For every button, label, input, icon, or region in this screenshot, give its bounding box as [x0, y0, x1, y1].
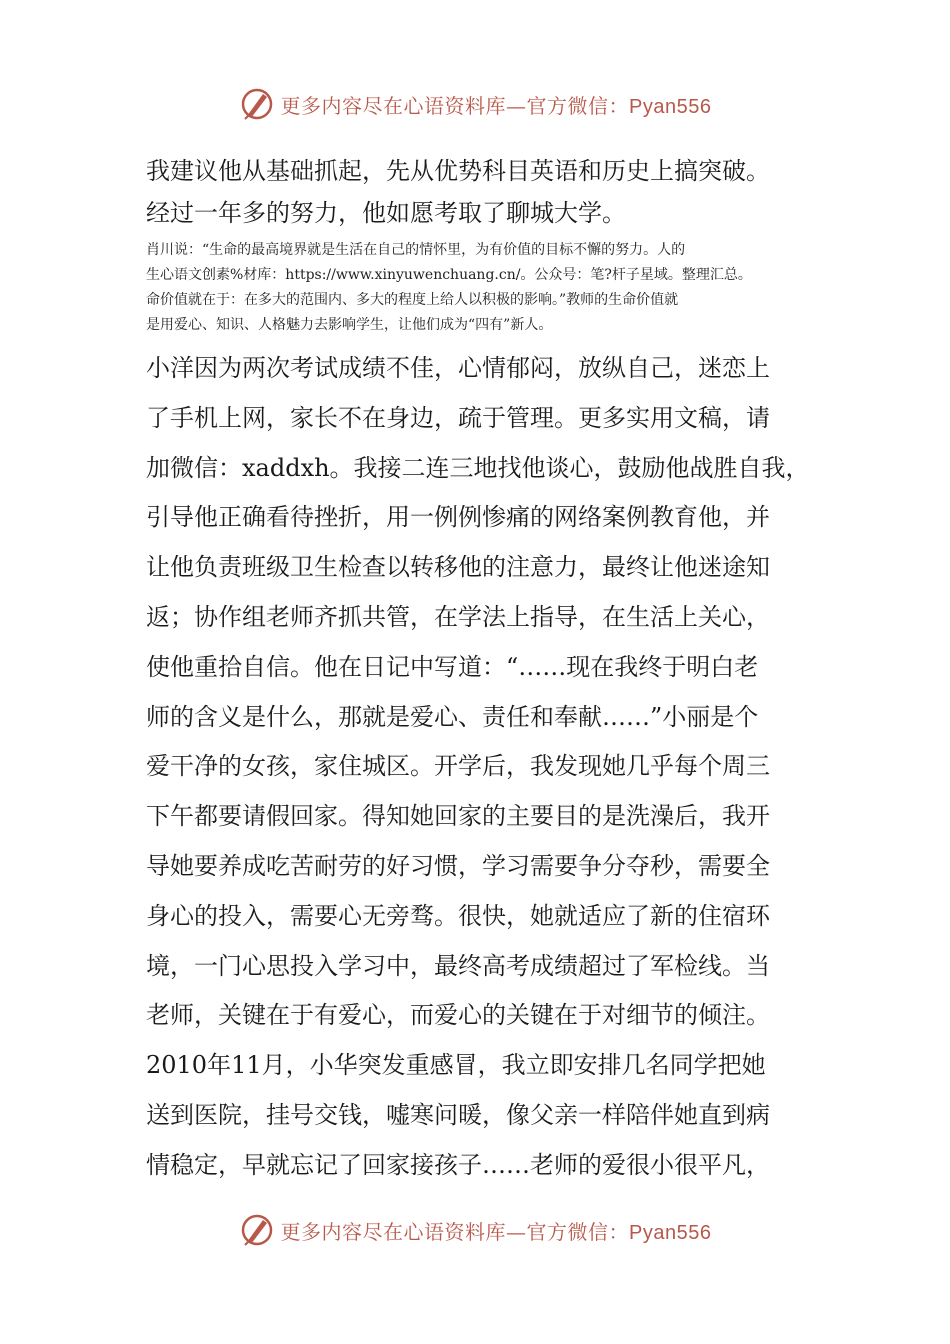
banner-label: 更多内容尽在心语资料库—官方微信： [280, 1219, 630, 1244]
main-line: 情稳定，早就忘记了回家接孩子……老师的爱很小很平凡， [146, 1150, 770, 1179]
pen-logo-icon [239, 1212, 275, 1248]
main-line: 返；协作组老师齐抓共管，在学法上指导，在生活上关心， [146, 602, 770, 631]
pen-logo-icon [239, 86, 275, 122]
main-line: 使他重拾自信。他在日记中写道：“……现在我终于明白老 [146, 652, 759, 681]
main-line: 让他负责班级卫生检查以转移他的注意力，最终让他迷途知 [146, 553, 770, 582]
intro-line: 经过一年多的努力，他如愿考取了聊城大学。 [146, 199, 626, 227]
main-line: 送到医院，挂号交钱，嘘寒问暖，像父亲一样陪伴她直到病 [146, 1100, 770, 1129]
main-line: 导她要养成吃苦耐劳的好习惯，学习需要争分夺秒，需要全 [146, 851, 770, 880]
main-line: 身心的投入，需要心无旁骛。很快，她就适应了新的住宿环 [146, 901, 770, 930]
banner-text [281, 90, 712, 119]
main-line: 境，一门心思投入学习中，最终高考成绩超过了军检线。当 [146, 951, 770, 980]
quote-line: 命价值就在于：在多大的范围内、多大的程度上给人以积极的影响。”教师的生命价值就 [146, 292, 679, 308]
main-line: 师的含义是什么，那就是爱心、责任和奉献……”小丽是个 [146, 702, 759, 731]
main-line: 小洋因为两次考试成绩不佳，心情郁闷，放纵自己，迷恋上 [146, 354, 770, 382]
quote-line: 肖川说：“生命的最高境界就是生活在自己的情怀里，为有价值的目标不懈的努力。人的 [146, 242, 686, 258]
banner-label: 更多内容尽在心语资料库—官方微信： [280, 93, 630, 118]
main-paragraph [146, 344, 836, 1191]
banner-wechat-id: Pyan556 [629, 1221, 712, 1244]
main-line: 下午都要请假回家。得知她回家的主要目的是洗澡后，我开 [146, 802, 770, 831]
main-line: 了手机上网，家长不在身边，疏于管理。更多实用文稿，请 [146, 403, 770, 432]
main-line: 爱干净的女孩，家住城区。开学后，我发现她几乎每个周三 [146, 752, 770, 781]
quote-line: 是用爱心、知识、人格魅力去影响学生，让他们成为“四有”新人。 [146, 317, 553, 333]
header-banner [0, 84, 950, 124]
main-line: 老师，关键在于有爱心，而爱心的关键在于对细节的倾注。 [146, 1001, 770, 1030]
banner-wechat-id: Pyan556 [629, 95, 712, 118]
main-line: 引导他正确看待挫折，用一例例惨痛的网络案例教育他，并 [146, 503, 770, 532]
quote-line: 生心语文创素%材库：https://www.xinyuwenchuang.cn/。公众号：笔?杆子星域。整理汇总。 [146, 267, 752, 283]
main-line: 2010年11月，小华突发重感冒，我立即安排几名同学把她 [146, 1051, 766, 1080]
banner-text [281, 1216, 712, 1245]
document-body [146, 150, 836, 1191]
intro-line: 我建议他从基础抓起，先从优势科目英语和历史上搞突破。 [146, 157, 770, 185]
main-line: 加微信：xaddxh。我接二连三地找他谈心，鼓励他战胜自我， [146, 453, 810, 482]
footer-banner [0, 1210, 950, 1250]
quote-paragraph [146, 238, 836, 338]
intro-paragraph [146, 150, 836, 234]
